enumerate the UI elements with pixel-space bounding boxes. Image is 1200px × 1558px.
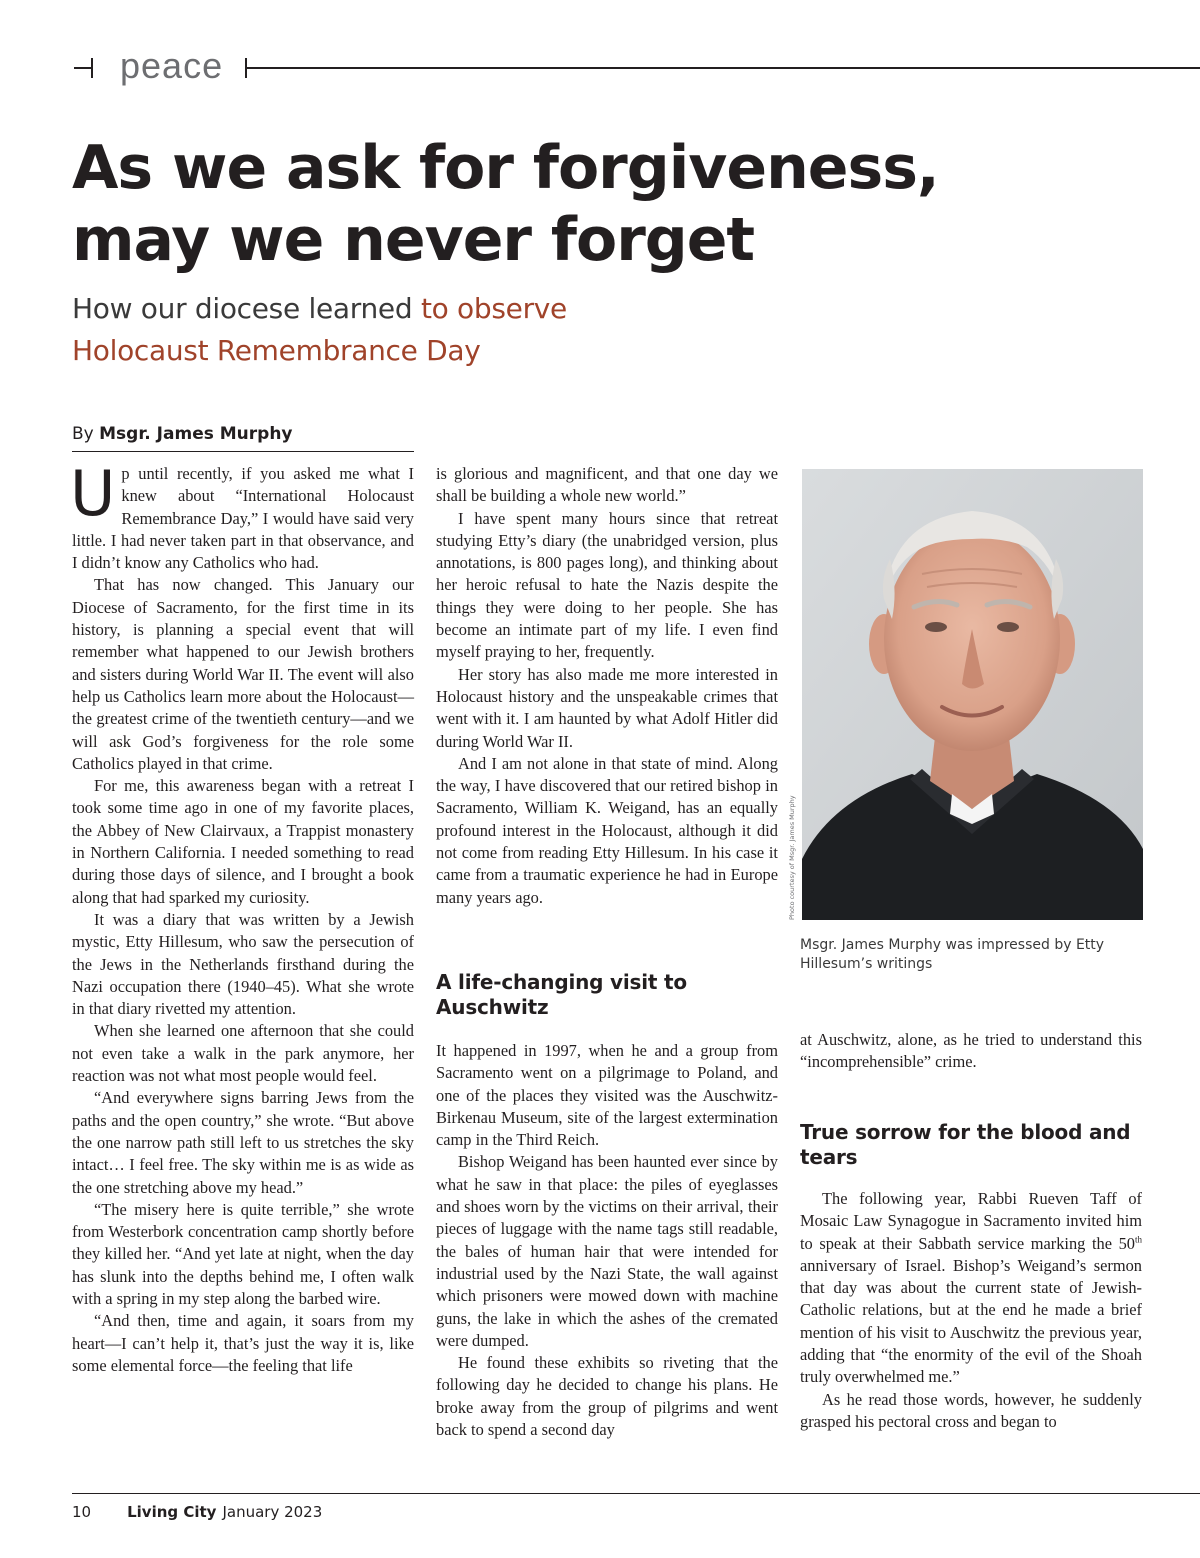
paragraph: “And everywhere signs barring Jews from the paths and the open country,” she wrote. “But above the one narrow path still left to us stretches the sky intact… I feel free. The sky within me is as wide as the one stretching above my head.” — [72, 1088, 414, 1197]
paragraph: It happened in 1997, when he and a group from Sacramento went on a pilgrimage to Poland, and one of the places they visited was the Auschwitz-Birkenau Museum, site of the largest extermination camp in the Third Reich. — [436, 1041, 778, 1150]
paragraph: “And then, time and again, it soars from my heart—I can’t help it, that’s just the way it is, like some elemental force—the feeling that life — [72, 1311, 414, 1375]
paragraph: Bishop Weigand has been haunted ever since by what he saw in that place: the piles of eyeglasses and shoes worn by the victims on their arrival, their pieces of luggage with the name tags still readable, the bales of human hair that were intended for industrial used by the Nazi State, the wall against which prisoners were mowed down with machine guns, the lake in which the ashes of the cremated were dumped. — [436, 1152, 778, 1350]
paragraph: Her story has also made me more interested in Holocaust history and the unspeakable crimes that went with it. I am haunted by what Adolf Hitler did during World War II. — [436, 664, 778, 751]
paragraph: When she learned one afternoon that she could not even take a walk in the park anymore, her reaction was not what most people would feel. — [72, 1021, 414, 1086]
section-rule-left — [74, 67, 92, 69]
section-rule — [245, 67, 1200, 69]
paragraph: He found these exhibits so riveting that the following day he decided to change his plans. He broke away from the group of pilgrims and went back to spend a second day — [436, 1353, 778, 1440]
paragraph — [800, 1188, 1142, 1389]
article-column-3 — [800, 1029, 1142, 1074]
portrait-photo — [802, 469, 1143, 920]
photo-credit: Photo courtesy of Msgr. James Murphy — [788, 795, 796, 920]
subhead-accent-1: to observe — [420, 292, 567, 325]
paragraph: is glorious and magnificent, and that one day we shall be building a whole new world.” — [436, 464, 778, 506]
photo-caption: Msgr. James Murphy was impressed by Etty Hillesum’s writings — [800, 937, 1105, 972]
paragraph — [70, 457, 414, 574]
section-tick-left — [91, 58, 93, 78]
paragraph: at Auschwitz, alone, as he tried to understand this “incomprehensible” crime. — [800, 1030, 1142, 1072]
section-label: peace — [120, 45, 224, 86]
article-column-3-continued — [800, 1188, 1142, 1433]
paragraph: As he read those words, however, he suddenly grasped his pectoral cross and began to — [800, 1389, 1142, 1431]
page-footer — [72, 1502, 322, 1522]
article-column-1 — [70, 457, 414, 1377]
drop-cap: U — [70, 457, 116, 530]
headline — [72, 132, 1072, 276]
paragraph: “The misery here is quite terrible,” she wrote from Westerbork concentration camp shortly before they killed her. “And yet late at night, when the day has slunk into the depths behind me, I often walk with a spring in my step along the barbed wire. — [72, 1199, 414, 1308]
subhead-plain: How our diocese learned — [72, 292, 421, 325]
page-number: 10 — [72, 1503, 92, 1521]
paragraph-text: The following year, Rabbi Rueven Taff of Mosaic Law Synagogue in Sacramento invited him to speak at their Sabbath service marking the 50 — [800, 1189, 1142, 1253]
headline-line-2: may we never forget — [72, 205, 755, 275]
superscript: th — [1134, 1234, 1142, 1245]
footer-rule — [72, 1493, 1200, 1494]
paragraph: For me, this awareness began with a retreat I took some time ago in one of my favorite places, the Abbey of New Clairvaux, a Trappist monastery in Northern California. I needed something to read during those days of silence, and I brought a book along that had sparked my curiosity. — [72, 776, 414, 907]
paragraph: And I am not alone in that state of mind. Along the way, I have discovered that our retired bishop in Sacramento, William K. Weigand, has an equally profound interest in the Holocaust, although it did not come from reading Etty Hillesum. In his case it came from a traumatic experience he had in Europe many years ago. — [436, 753, 778, 907]
byline-author: Msgr. James Murphy — [99, 424, 293, 444]
paragraph-text: anniversary of Israel. Bishop’s Weigand’s sermon that day was about the current state of Jewish-Catholic relations, but at the end he made a brief mention of his visit to Auschwitz the previous year, adding that “the enormity of the evil of the Shoah truly overwhelmed me.” — [800, 1255, 1142, 1387]
subhead-accent-2: Holocaust Remembrance Day — [72, 334, 481, 367]
paragraph-text: p until recently, if you asked me what I knew about “International Holocaust Remembrance Day,” I would have said very little. I had never taken part in that observance, and I didn’t know any Catholics who had. — [72, 464, 414, 573]
paragraph: That has now changed. This January our Diocese of Sacramento, for the first time in its history, is planning a special event that will remember what happened to our Jewish brothers and sisters during World War II. The event will also help us Catholics learn more about the Holocaust—the greatest crime of the twentieth century—and we will ask God’s forgiveness for the role some Catholics played in that crime. — [72, 575, 414, 773]
portrait-illustration — [802, 469, 1143, 920]
section-heading-sorrow: True sorrow for the blood and tears — [800, 1120, 1131, 1169]
paragraph: It was a diary that was written by a Jewish mystic, Etty Hillesum, who saw the persecution of the Jews in the Netherlands firsthand during the Nazi occupation there (1940–45). What she wrote in that diary rivetted my attention. — [72, 909, 414, 1019]
headline-line-1: As we ask for forgiveness, — [72, 133, 939, 203]
subheadline — [72, 288, 872, 372]
issue-date: January 2023 — [222, 1503, 323, 1521]
article-column-2-continued — [436, 1040, 778, 1441]
byline-prefix: By — [72, 424, 100, 444]
magazine-name: Living City — [127, 1503, 217, 1521]
byline — [72, 422, 414, 452]
section-heading-auschwitz: A life-changing visit to Auschwitz — [436, 970, 687, 1019]
paragraph: I have spent many hours since that retreat studying Etty’s diary (the unabridged version, plus annotations, is 800 pages long), and thinking about her heroic refusal to hate the Nazis despite the things they were doing to her people. She has become an intimate part of my life. I even find myself praying to her, frequently. — [436, 508, 778, 662]
article-column-2 — [436, 463, 778, 909]
